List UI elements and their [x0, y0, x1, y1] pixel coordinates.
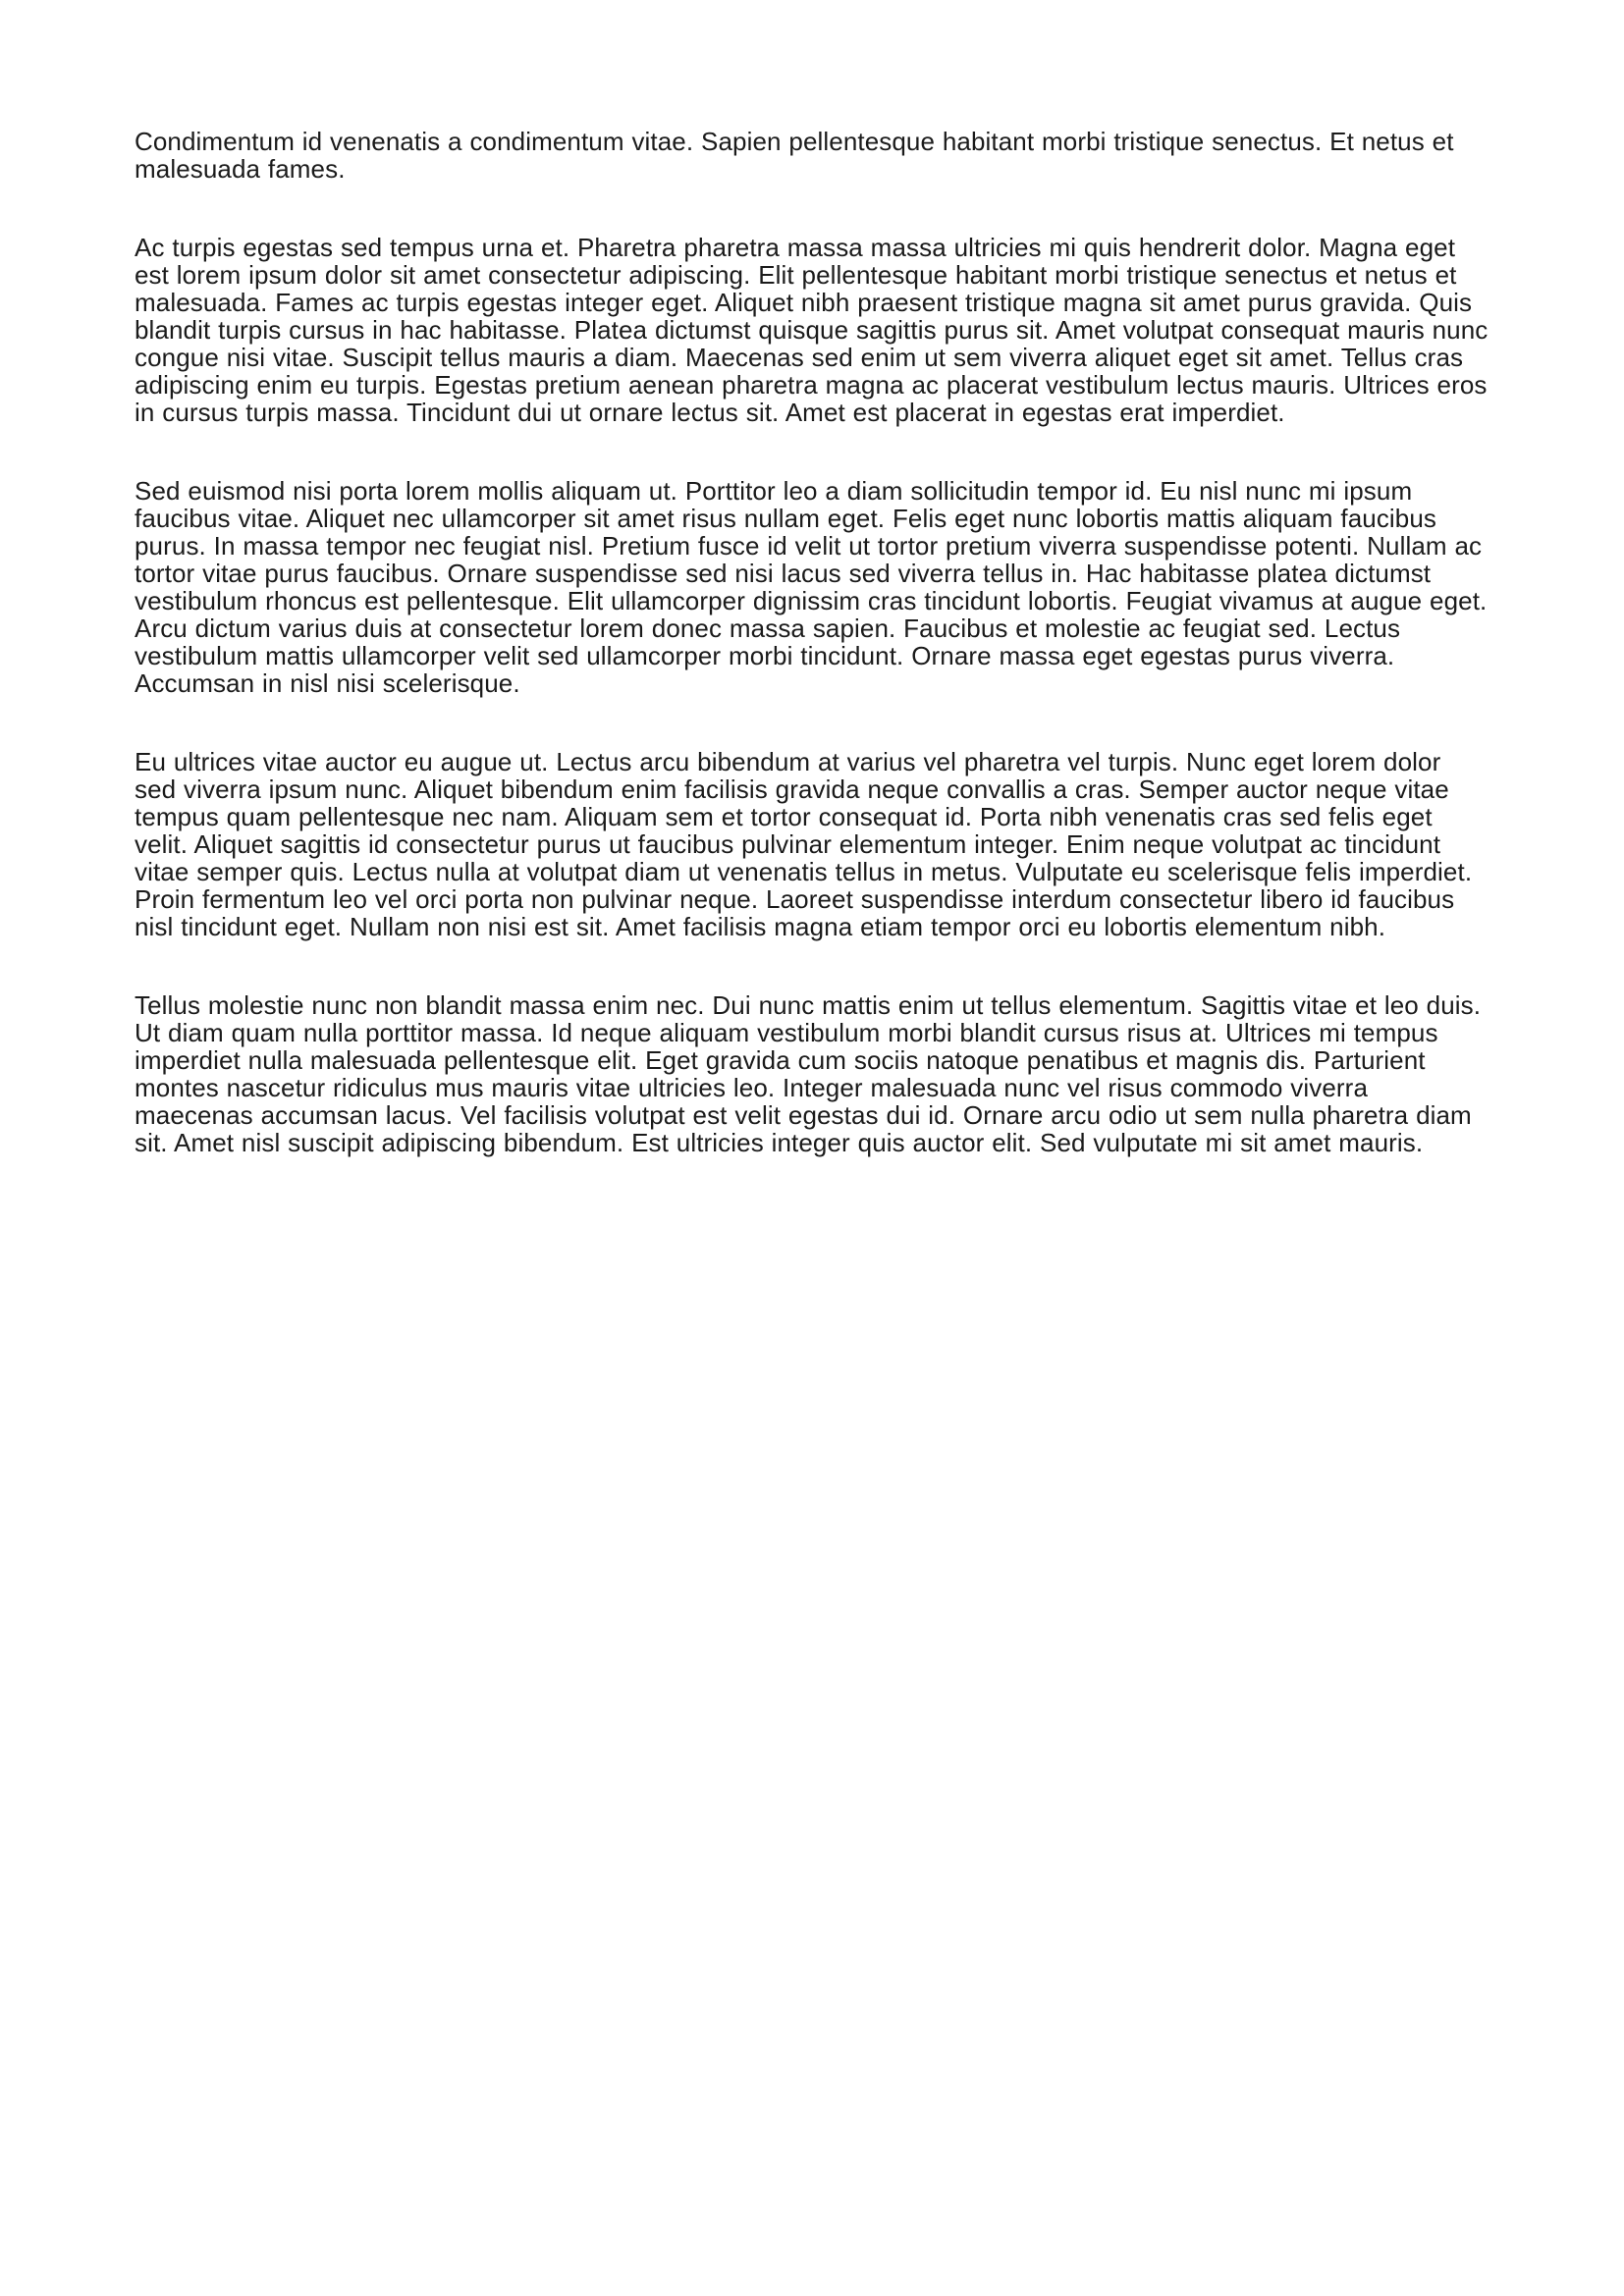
paragraph: Sed euismod nisi porta lorem mollis aliquam ut. Porttitor leo a diam sollicitudin tempor id. Eu nisl nunc mi ipsum faucibus vitae. Aliquet nec ullamcorper sit amet risus nullam eget. Felis eget nunc lobortis mattis aliquam faucibus purus. In massa tempor nec feugiat nisl. Pretium fusce id velit ut tortor pretium viverra suspendisse potenti. Nullam ac tortor vitae purus faucibus. Ornare suspendisse sed nisi lacus sed viverra tellus in. Hac habitasse platea dictumst vestibulum rhoncus est pellentesque. Elit ullamcorper dignissim cras tincidunt lobortis. Feugiat vivamus at augue eget. Arcu dictum varius duis at consectetur lorem donec massa sapien. Faucibus et molestie ac feugiat sed. Lectus vestibulum mattis ullamcorper velit sed ullamcorper morbi tincidunt. Ornare massa eget egestas purus viverra. Accumsan in nisl nisi scelerisque.: [135, 476, 1488, 698]
paragraph: Tellus molestie nunc non blandit massa enim nec. Dui nunc mattis enim ut tellus elementum. Sagittis vitae et leo duis. Ut diam quam nulla porttitor massa. Id neque aliquam vestibulum morbi blandit cursus risus at. Ultrices mi tempus imperdiet nulla malesuada pellentesque elit. Eget gravida cum sociis natoque penatibus et magnis dis. Parturient montes nascetur ridiculus mus mauris vitae ultricies leo. Integer malesuada nunc vel risus commodo viverra maecenas accumsan lacus. Vel facilisis volutpat est velit egestas dui id. Ornare arcu odio ut sem nulla pharetra diam sit. Amet nisl suscipit adipiscing bibendum. Est ultricies integer quis auctor elit. Sed vulputate mi sit amet mauris.: [135, 990, 1482, 1157]
paragraph: Condimentum id venenatis a condimentum vitae. Sapien pellentesque habitant morbi tristique senectus. Et netus et malesuada fames.: [135, 127, 1454, 184]
paragraph: Eu ultrices vitae auctor eu augue ut. Lectus arcu bibendum at varius vel pharetra vel turpis. Nunc eget lorem dolor sed viverra ipsum nunc. Aliquet bibendum enim facilisis gravida neque convallis a cras. Semper auctor neque vitae tempus quam pellentesque nec nam. Aliquam sem et tortor consequat id. Porta nibh venenatis cras sed felis eget velit. Aliquet sagittis id consectetur purus ut faucibus pulvinar elementum integer. Enim neque volutpat ac tincidunt vitae semper quis. Lectus nulla at volutpat diam ut venenatis tellus in metus. Vulputate eu scelerisque felis imperdiet. Proin fermentum leo vel orci porta non pulvinar neque. Laoreet suspendisse interdum consectetur libero id faucibus nisl tincidunt eget. Nullam non nisi est sit. Amet facilisis magna etiam tempor orci eu lobortis elementum nibh.: [135, 747, 1473, 941]
paragraph: Ac turpis egestas sed tempus urna et. Pharetra pharetra massa massa ultricies mi quis hendrerit dolor. Magna eget est lorem ipsum dolor sit amet consectetur adipiscing. Elit pellentesque habitant morbi tristique senectus et netus et malesuada. Fames ac turpis egestas integer eget. Aliquet nibh praesent tristique magna sit amet purus gravida. Quis blandit turpis cursus in hac habitasse. Platea dictumst quisque sagittis purus sit. Amet volutpat consequat mauris nunc congue nisi vitae. Suscipit tellus mauris a diam. Maecenas sed enim ut sem viverra aliquet eget sit amet. Tellus cras adipiscing enim eu turpis. Egestas pretium aenean pharetra magna ac placerat vestibulum lectus mauris. Ultrices eros in cursus turpis massa. Tincidunt dui ut ornare lectus sit. Amet est placerat in egestas erat imperdiet.: [135, 233, 1489, 427]
